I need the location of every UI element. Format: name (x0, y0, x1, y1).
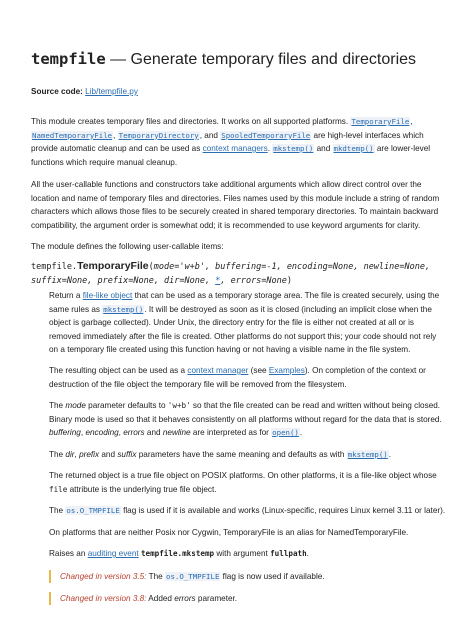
link-context-managers[interactable]: context managers (202, 144, 268, 153)
sig-params-3: , errors=None (220, 275, 287, 286)
text: , (118, 428, 124, 437)
text: , and (199, 130, 221, 140)
param-name: buffering (49, 428, 81, 437)
alias-text: On platforms that are neither Posix nor Cygwin, TemporaryFile is an alias for NamedTemporaryFile. (49, 528, 409, 537)
function-signature (31, 260, 445, 288)
text: . (306, 549, 309, 558)
link-spooledtemporaryfile[interactable]: SpooledTemporaryFile (221, 130, 311, 140)
audit-paragraph (49, 547, 446, 561)
text: (see (248, 366, 269, 375)
text: flag is now used if available. (220, 572, 325, 581)
text: , (113, 130, 118, 140)
source-code-line (31, 87, 138, 96)
link-examples[interactable]: Examples (268, 366, 305, 375)
link-mkdtemp[interactable]: mkdtemp() (333, 144, 374, 153)
text: with argument (214, 549, 271, 558)
title-dash: — (105, 51, 131, 68)
code-literal: file (49, 484, 68, 494)
text: , (410, 117, 413, 126)
text: and (144, 428, 163, 437)
text: flag is used if it is available and works (Linux-specific, requires Linux kernel 3.11 or later). (120, 506, 446, 515)
text: The (49, 450, 66, 459)
link-file-like-object[interactable]: file-like object (82, 291, 133, 300)
version-change-3-8 (49, 592, 457, 605)
link-temporaryfile[interactable]: TemporaryFile (351, 117, 410, 126)
code-literal: 'w+b' (167, 401, 191, 410)
sig-prefix: tempfile. (31, 262, 78, 272)
link-mkstemp[interactable]: mkstemp() (273, 144, 314, 153)
text: The returned object is a true file object on POSIX platforms. On other platforms, it is a file-like object whose (49, 471, 437, 480)
text: , (74, 450, 80, 459)
link-context-manager[interactable]: context manager (187, 366, 249, 375)
source-label: Source code: (31, 87, 83, 96)
intro-paragraph (31, 115, 445, 169)
text: parameter. (195, 594, 238, 603)
link-auditing-event[interactable]: auditing event (87, 549, 139, 558)
description-paragraph-6 (49, 504, 446, 518)
sig-star-link[interactable]: * (215, 275, 221, 286)
link-open[interactable]: open() (272, 428, 299, 437)
text: The resulting object can be used as a (49, 366, 188, 375)
source-link[interactable]: Lib/tempfile.py (85, 87, 138, 96)
description-paragraph-1 (49, 289, 446, 357)
link-namedtemporaryfile[interactable]: NamedTemporaryFile (32, 130, 113, 140)
text: This module creates temporary files and directories. It works on all supported platforms. (31, 117, 351, 126)
param-name: suffix (117, 450, 137, 459)
text: are interpreted as for (190, 428, 272, 437)
items-intro-text: The module defines the following user-callable items: (31, 242, 224, 251)
version-label: Changed in version 3.5: (60, 572, 147, 581)
param-name: errors (123, 428, 145, 437)
description-paragraph-2 (49, 364, 446, 391)
version-change-3-5 (49, 570, 457, 583)
param-name: mode (65, 401, 86, 410)
link-mkstemp[interactable]: mkstemp() (347, 450, 388, 459)
text: parameters have the same meaning and defaults as with (136, 450, 347, 459)
code-literal: tempfile.mkstemp (140, 549, 215, 558)
param-name: encoding (85, 428, 119, 437)
text: The (49, 401, 66, 410)
link-mkstemp[interactable]: mkstemp() (103, 304, 144, 314)
code-literal: fullpath (270, 549, 307, 558)
text: Added (146, 594, 175, 603)
param-name: newline (162, 428, 191, 437)
title-text: Generate temporary files and directories (130, 51, 417, 68)
param-name: prefix (79, 450, 100, 459)
text: The (146, 572, 165, 581)
text: that can be used as a temporary storage area. The file is created securely, using the same rules as (49, 291, 440, 314)
text: attribute is the underlying true file object. (67, 484, 217, 494)
sig-open: ( (148, 262, 154, 272)
param-name: dir (65, 450, 75, 459)
items-intro (31, 240, 445, 254)
text: Return a (49, 291, 83, 300)
code-os-o-tmpfile: os.O_TMPFILE (166, 572, 220, 581)
text: . (299, 428, 303, 437)
text: . It will be destroyed as soon as it is closed (including an implicit close when the object is garbage collected). Under Unix, the directory entry for the file is either not created at all or is removed immediately after the file is created. Other platforms do not support this; your code should not rely on a temporary file created using this function having or not having a visible name in the file system. (49, 304, 437, 354)
code-os-o-tmpfile: os.O_TMPFILE (66, 506, 120, 515)
text: so that the file created can be read and written without being closed. Binary mode is used so that it behaves consistently on all platforms without regard for the data that is stored. (49, 401, 442, 424)
text: ). On completion of the context or destruction of the file object the temporary file will be removed from the filesystem. (49, 366, 426, 389)
sig-close: ) (286, 275, 293, 286)
description-paragraph-7 (49, 526, 446, 540)
arguments-text: All the user-callable functions and constructors take additional arguments which allow direct control over the location and name of temporary files and directories. Files names used by this module include a string of random characters which allows those files to be securely created in shared temporary directories. To maintain backward compatibility, the argument order is somewhat odd; it is recommended to use keyword arguments for clarity. (31, 180, 440, 230)
text: , (80, 428, 86, 437)
text: . (267, 144, 273, 153)
version-label: Changed in version 3.8: (60, 594, 147, 603)
link-temporarydirectory[interactable]: TemporaryDirectory (118, 130, 199, 140)
description-paragraph-5 (49, 469, 446, 496)
description-paragraph-4 (49, 448, 446, 462)
param-name: errors (174, 594, 196, 603)
text: and (314, 144, 333, 153)
text: are lower-level functions which require manual cleanup. (31, 144, 431, 167)
text: parameter defaults to (85, 401, 168, 410)
text: are high-level interfaces which provide automatic cleanup and can be used as (31, 130, 424, 153)
sig-name[interactable]: TemporaryFile (77, 260, 149, 272)
page-title (31, 50, 416, 69)
module-name: tempfile (31, 50, 106, 68)
text: . (388, 450, 392, 459)
text: and (99, 450, 118, 459)
sig-params-1: mode='w+b', buffering=-1, encoding=None, newline=None, (153, 262, 431, 272)
text: The (49, 506, 66, 515)
sig-params-2: suffix=None, prefix=None, dir=None, (31, 275, 216, 286)
description-paragraph-3 (49, 399, 446, 440)
arguments-paragraph (31, 178, 445, 232)
text: Raises an (49, 549, 88, 558)
